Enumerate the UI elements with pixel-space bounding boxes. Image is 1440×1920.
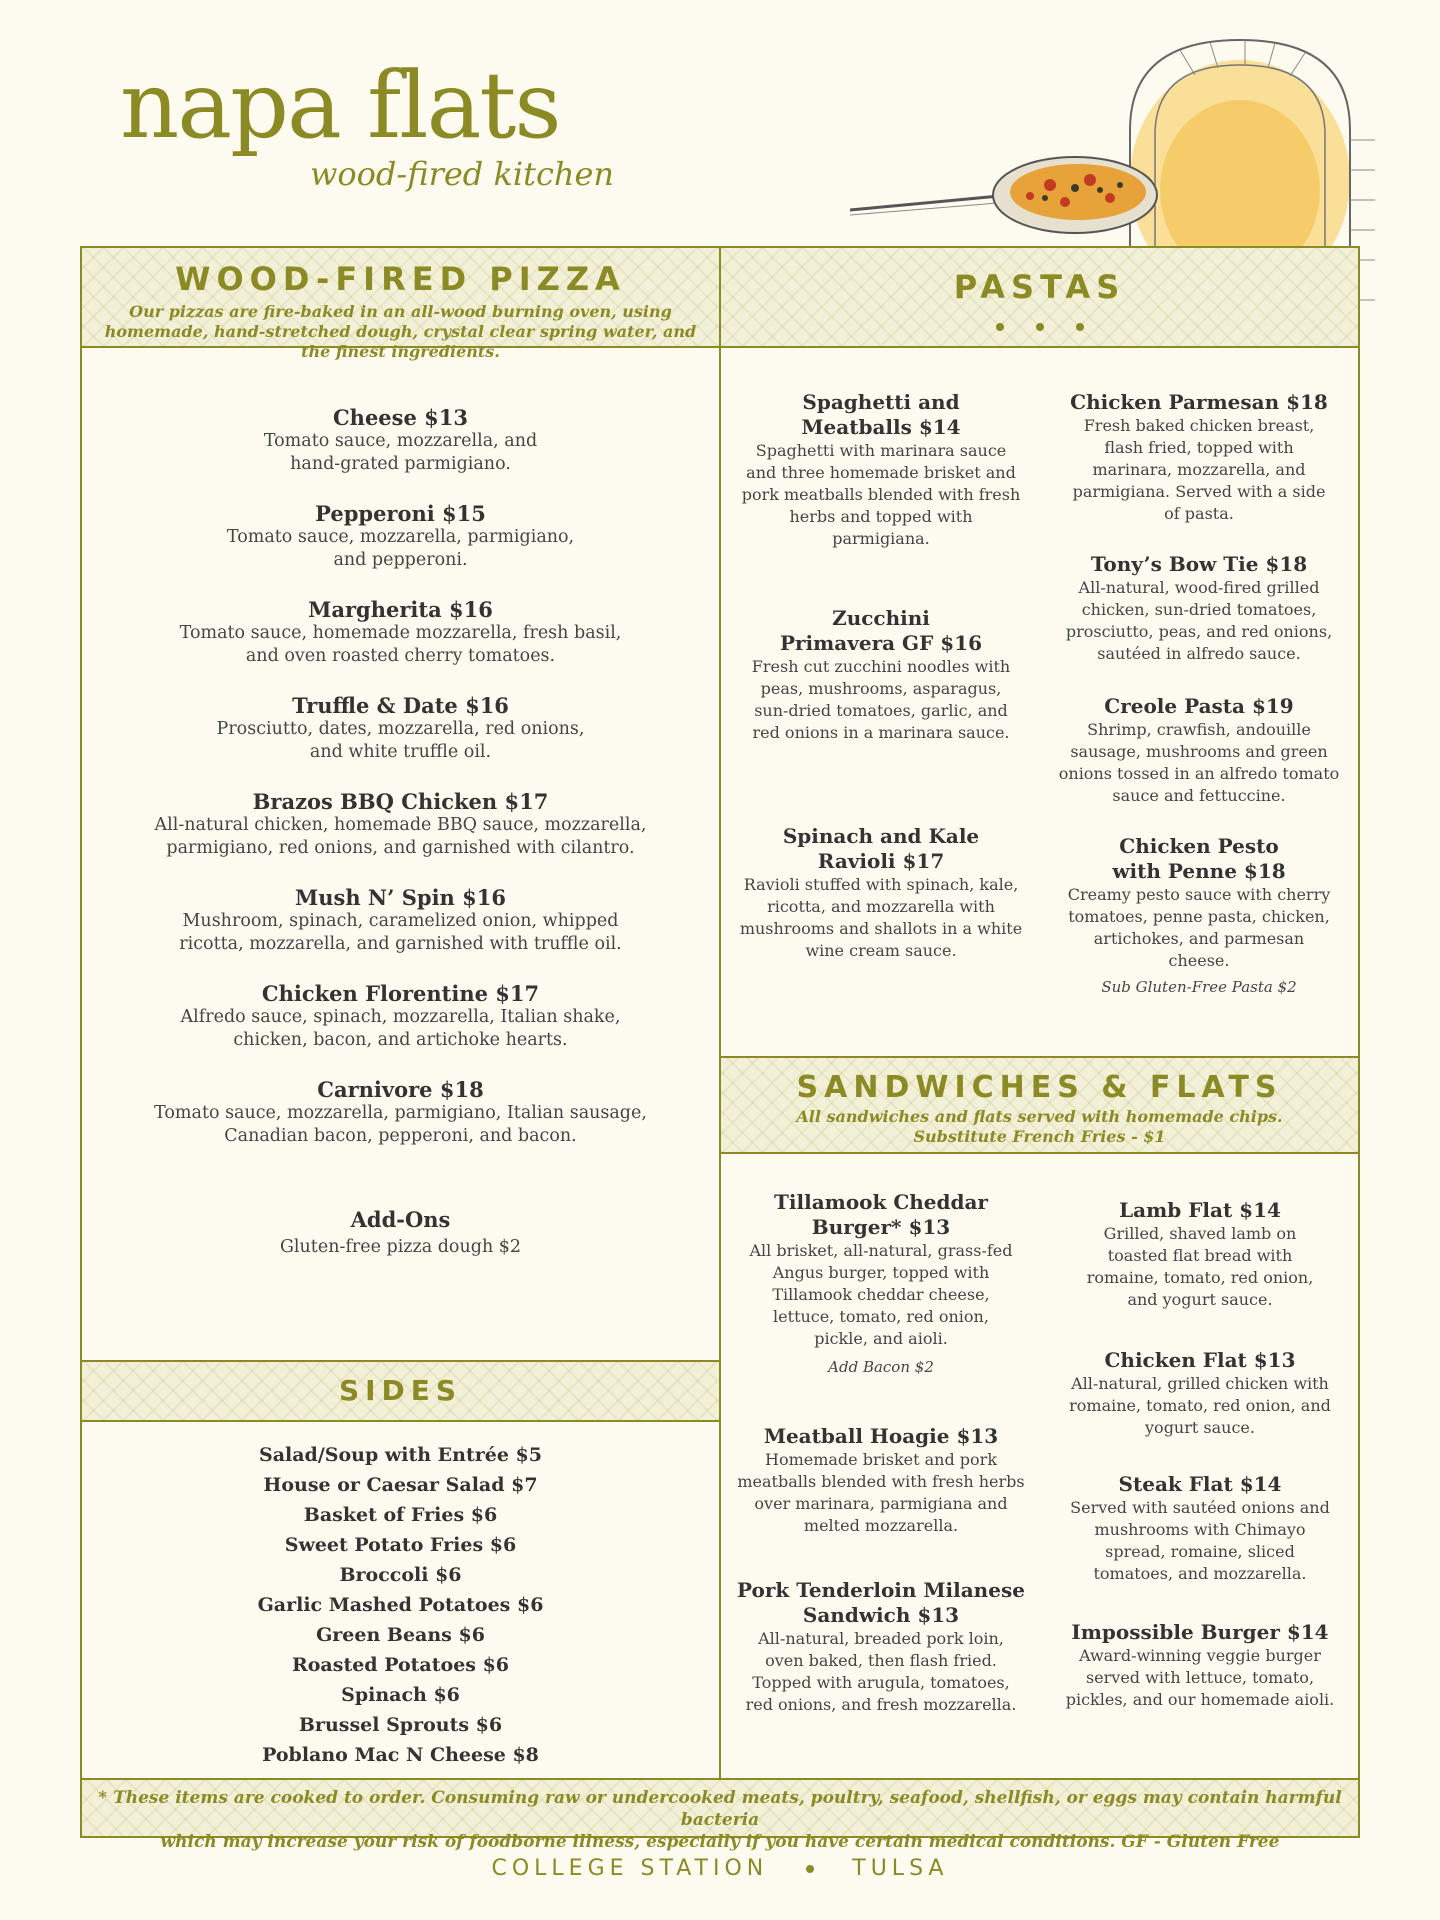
disclaimer-box xyxy=(80,1778,1360,1852)
pizza-item-desc: Tomato sauce, mozzarella, and hand-grated parmigiano. xyxy=(263,431,538,474)
pasta-item-desc: Spaghetti with marinara sauce and three homemade brisket and pork meatballs blended with fresh herbs and topped with parmigiana. xyxy=(741,441,1021,548)
disclaimer-line-1: * These items are cooked to order. Consuming raw or undercooked meats, poultry, seafood, shellfish, or eggs may contain harmful bacteria xyxy=(98,1788,1342,1830)
side-item: Sweet Potato Fries $6 xyxy=(284,1534,517,1556)
side-item: Garlic Mashed Potatoes $6 xyxy=(257,1594,544,1616)
flat-item-desc: Award-winning veggie burger served with lettuce, tomato, pickles, and our homemade aioli. xyxy=(1065,1646,1335,1709)
pasta-item-desc: All-natural, wood-fired grilled chicken, sun-dried tomatoes, prosciutto, peas, and red onions, sautéed in alfredo sauce. xyxy=(1065,578,1333,663)
flat-item-name: Impossible Burger $14 xyxy=(1071,1620,1329,1644)
pasta-item-name: Spaghetti and Meatballs $14 xyxy=(801,390,961,439)
sandwich-item-name: Tillamook Cheddar Burger* $13 xyxy=(774,1190,988,1239)
pasta-item-name: Spinach and Kale Ravioli $17 xyxy=(782,824,980,873)
pasta-item xyxy=(1057,834,1341,996)
pizza-item-desc: Mushroom, spinach, caramelized onion, whipped ricotta, mozzarella, and garnished with truffle oil. xyxy=(179,911,622,954)
sandwich-item-desc: All-natural, breaded pork loin, oven baked, then flash fried. Topped with arugula, tomatoes, red onions, and fresh mozzarella. xyxy=(745,1629,1017,1714)
pizza-item xyxy=(92,598,709,668)
pasta-item-desc: Fresh baked chicken breast, flash fried, topped with marinara, mozzarella, and parmigiana. Served with a side of pasta. xyxy=(1072,416,1326,523)
pizza-item-name: Truffle & Date $16 xyxy=(292,693,509,718)
sides-list xyxy=(82,1440,719,1770)
sandwich-item xyxy=(737,1578,1025,1716)
pasta-item xyxy=(1057,390,1341,552)
pizza-header xyxy=(80,246,721,361)
sides-header xyxy=(80,1360,721,1422)
pizza-item-name: Mush N’ Spin $16 xyxy=(295,885,506,910)
pizza-item-desc: All-natural chicken, homemade BBQ sauce, mozzarella, parmigiano, red onions, and garnished with cilantro. xyxy=(154,815,647,858)
sandwich-item xyxy=(737,1190,1025,1424)
pizza-addons xyxy=(92,1208,709,1259)
flat-item-desc: Served with sautéed onions and mushrooms with Chimayo spread, romaine, sliced tomatoes, and mozzarella. xyxy=(1070,1498,1330,1583)
pizza-tagline: Our pizzas are fire-baked in an all-wood burning oven, using homemade, hand-stretched dough, crystal clear spring water, and the finest ingredients. xyxy=(104,302,697,361)
pizza-section xyxy=(80,346,721,1362)
footer-separator xyxy=(806,1865,814,1873)
side-item: Salad/Soup with Entrée $5 xyxy=(259,1444,542,1466)
side-item: Poblano Mac N Cheese $8 xyxy=(262,1744,539,1766)
pizza-item-name: Margherita $16 xyxy=(308,597,493,622)
addons-title: Add-Ons xyxy=(350,1207,451,1232)
side-item: House or Caesar Salad $7 xyxy=(263,1474,538,1496)
flat-item-name: Chicken Flat $13 xyxy=(1104,1348,1296,1372)
side-item: Roasted Potatoes $6 xyxy=(291,1654,510,1676)
disclaimer-line-2: which may increase your risk of foodborne illness, especially if you have certain medical conditions. GF - Gluten Free xyxy=(160,1832,1280,1852)
pizza-title: WOOD-FIRED PIZZA xyxy=(175,260,626,298)
pastas-right-column xyxy=(1057,390,1341,996)
sandwich-item-desc: Homemade brisket and pork meatballs blended with fresh herbs over marinara, parmigiana and melted mozzarella. xyxy=(737,1450,1025,1535)
flat-item xyxy=(1057,1198,1343,1348)
sandwich-item xyxy=(737,1424,1025,1578)
sandwich-item-name: Meatball Hoagie $13 xyxy=(763,1424,999,1448)
pasta-item-name: Tony’s Bow Tie $18 xyxy=(1090,552,1308,576)
side-item: Brussel Sprouts $6 xyxy=(298,1714,503,1736)
pizza-item-name: Brazos BBQ Chicken $17 xyxy=(252,789,549,814)
pastas-header xyxy=(719,246,1360,348)
pizza-item-desc: Tomato sauce, mozzarella, parmigiano, and pepperoni. xyxy=(226,527,575,570)
pasta-item-name: Creole Pasta $19 xyxy=(1104,694,1294,718)
pastas-section xyxy=(719,346,1360,1058)
pizza-item xyxy=(92,982,709,1052)
sandwiches-title: SANDWICHES & FLATS xyxy=(796,1070,1283,1105)
flat-item-name: Steak Flat $14 xyxy=(1118,1472,1282,1496)
pizza-item-name: Carnivore $18 xyxy=(317,1077,484,1102)
pastas-left-column xyxy=(739,390,1023,962)
pasta-item-desc: Creamy pesto sauce with cherry tomatoes, penne pasta, chicken, artichokes, and parmesan cheese. xyxy=(1067,885,1331,970)
pasta-item xyxy=(739,390,1023,606)
pastas-divider-dots xyxy=(721,316,1358,335)
pasta-item-desc: Shrimp, crawfish, andouille sausage, mushrooms and green onions tossed in an alfredo tomato sauce and fettuccine. xyxy=(1058,720,1340,805)
sandwiches-tagline: All sandwiches and flats served with homemade chips. xyxy=(796,1107,1283,1126)
pizza-item-name: Pepperoni $15 xyxy=(315,501,486,526)
pizza-item xyxy=(92,406,709,476)
sandwich-item-desc: All brisket, all-natural, grass-fed Angus burger, topped with Tillamook cheddar cheese, lettuce, tomato, red onion, pickle, and aioli. xyxy=(749,1241,1013,1348)
sandwiches-right-column xyxy=(1057,1198,1343,1711)
sandwiches-section xyxy=(719,1152,1360,1780)
location-tulsa: TULSA xyxy=(852,1856,949,1881)
locations-footer xyxy=(0,1856,1440,1881)
side-item: Basket of Fries $6 xyxy=(303,1504,498,1526)
pasta-item xyxy=(1057,552,1341,694)
pastas-title: PASTAS xyxy=(953,268,1126,306)
pasta-item xyxy=(739,606,1023,824)
pizza-item xyxy=(92,1078,709,1148)
brand-subtitle: wood-fired kitchen xyxy=(310,155,615,193)
pizza-item xyxy=(92,502,709,572)
gluten-free-pasta-note: Sub Gluten-Free Pasta $2 xyxy=(1101,978,1297,996)
pizza-item-desc: Alfredo sauce, spinach, mozzarella, Italian shake, chicken, bacon, and artichoke hearts. xyxy=(180,1007,621,1050)
addons-desc: Gluten-free pizza dough $2 xyxy=(279,1237,522,1257)
flat-item-desc: Grilled, shaved lamb on toasted flat bread with romaine, tomato, red onion, and yogurt sauce. xyxy=(1086,1224,1314,1309)
sides-title: SIDES xyxy=(338,1374,463,1407)
flat-item-name: Lamb Flat $14 xyxy=(1119,1198,1281,1222)
pizza-item xyxy=(92,886,709,956)
pasta-item-desc: Fresh cut zucchini noodles with peas, mushrooms, asparagus, sun-dried tomatoes, garlic, and red onions in a marinara sauce. xyxy=(751,657,1011,742)
sandwiches-fries-note: Substitute French Fries - $1 xyxy=(913,1127,1166,1146)
pizza-item xyxy=(92,694,709,764)
pasta-item xyxy=(1057,694,1341,834)
pizza-item-desc: Tomato sauce, mozzarella, parmigiano, Italian sausage, Canadian bacon, pepperoni, and bacon. xyxy=(154,1103,647,1146)
sandwiches-left-column xyxy=(737,1190,1025,1716)
pizza-item-name: Chicken Florentine $17 xyxy=(261,981,540,1006)
location-college-station: COLLEGE STATION xyxy=(491,1856,769,1881)
side-item: Spinach $6 xyxy=(341,1684,460,1706)
sides-section xyxy=(80,1420,721,1780)
sandwich-item-name: Pork Tenderloin Milanese Sandwich $13 xyxy=(737,1578,1025,1627)
pasta-item-name: Chicken Parmesan $18 xyxy=(1070,390,1328,414)
sandwiches-header xyxy=(719,1056,1360,1154)
add-bacon-note: Add Bacon $2 xyxy=(828,1358,934,1376)
flat-item-desc: All-natural, grilled chicken with romaine, tomato, red onion, and yogurt sauce. xyxy=(1069,1374,1331,1437)
side-item: Green Beans $6 xyxy=(316,1624,485,1646)
pizza-item xyxy=(92,790,709,860)
pasta-item xyxy=(739,824,1023,962)
flat-item xyxy=(1057,1472,1343,1620)
pasta-item-name: Chicken Pesto with Penne $18 xyxy=(1112,834,1286,883)
pasta-item-name: Zucchini Primavera GF $16 xyxy=(779,606,983,655)
brand-logo: napa flats xyxy=(120,52,560,159)
flat-item xyxy=(1057,1348,1343,1472)
pizza-item-desc: Prosciutto, dates, mozzarella, red onions, and white truffle oil. xyxy=(216,719,585,762)
pizza-item-name: Cheese $13 xyxy=(332,405,469,430)
side-item: Broccoli $6 xyxy=(339,1564,462,1586)
pizza-item-desc: Tomato sauce, homemade mozzarella, fresh basil, and oven roasted cherry tomatoes. xyxy=(179,623,622,666)
pasta-item-desc: Ravioli stuffed with spinach, kale, ricotta, and mozzarella with mushrooms and shallots in a white wine cream sauce. xyxy=(739,875,1023,960)
flat-item xyxy=(1057,1620,1343,1711)
